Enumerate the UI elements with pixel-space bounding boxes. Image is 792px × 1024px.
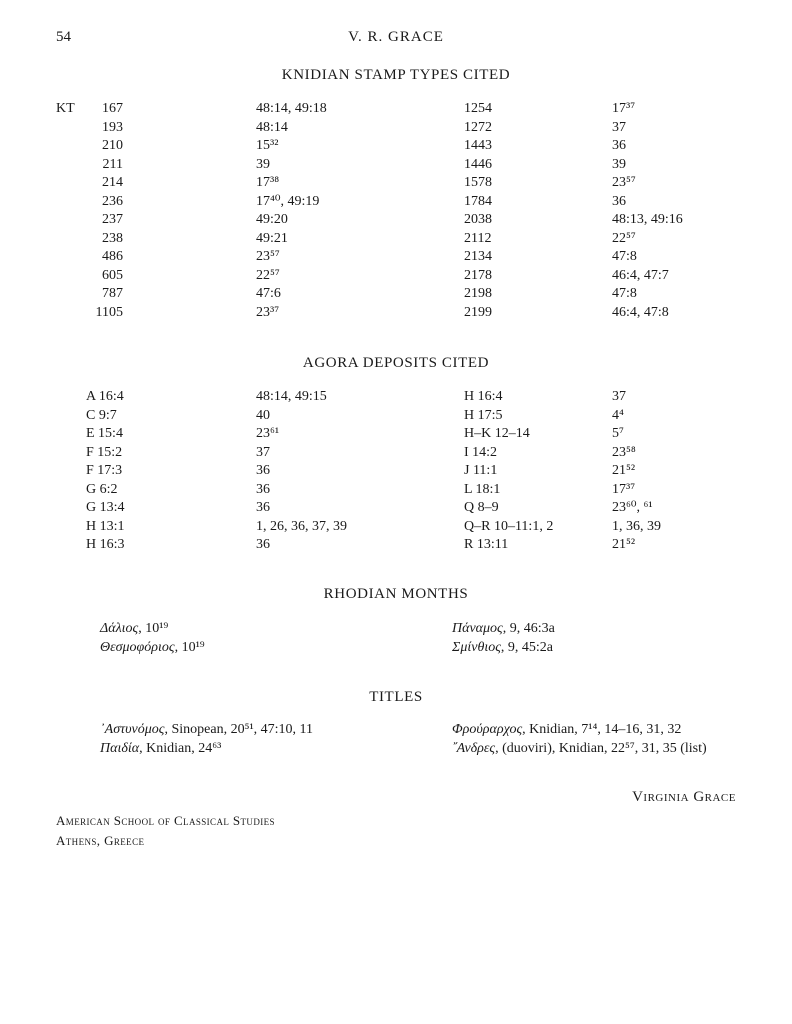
month-entry <box>100 622 168 636</box>
stamp-number: 1443 <box>464 138 492 153</box>
table-row <box>0 464 792 482</box>
entry-reference: Knidian, 7¹⁴, 14–16, 31, 32 <box>529 722 682 737</box>
stamp-reference: 36 <box>612 193 626 209</box>
stamp-number: 2198 <box>464 286 492 301</box>
entry-reference: 9, 45:2a <box>507 640 554 655</box>
entry-reference: 10¹⁹ <box>145 621 169 636</box>
deposit-id: H 17:5 <box>464 407 503 423</box>
month-entry <box>452 622 555 636</box>
deposit-id: H 13:1 <box>86 518 125 534</box>
stamp-number: 2199 <box>464 304 492 320</box>
separator: , <box>139 741 147 756</box>
stamp-reference: 47:6 <box>256 286 281 301</box>
deposit-id: A 16:4 <box>86 389 124 404</box>
table-row <box>0 409 792 427</box>
stamp-number: 238 <box>102 230 123 246</box>
stamp-number: 2112 <box>464 230 492 246</box>
stamp-number: 1272 <box>464 119 492 135</box>
greek-term: ᾿Αστυνόμος <box>100 722 165 737</box>
table-row <box>0 306 792 324</box>
separator: , <box>174 640 182 655</box>
knidian-section-title: KNIDIAN STAMP TYPES CITED <box>281 67 511 83</box>
deposit-id: L 18:1 <box>464 481 501 497</box>
stamp-number: 1578 <box>464 175 492 190</box>
deposit-reference: 1, 26, 36, 37, 39 <box>256 518 347 534</box>
deposit-id: F 15:2 <box>86 444 123 460</box>
stamp-reference: 39 <box>612 156 626 172</box>
stamp-reference: 23³⁷ <box>256 304 280 320</box>
deposit-id: H 16:4 <box>464 389 503 404</box>
table-row <box>0 102 792 120</box>
table-row <box>0 287 792 305</box>
table-row <box>0 427 792 445</box>
stamp-number: 2134 <box>464 249 492 264</box>
stamp-number: 210 <box>102 138 123 153</box>
separator: , <box>495 741 503 756</box>
deposit-id: Q 8–9 <box>464 500 499 515</box>
table-row <box>0 139 792 157</box>
stamp-number: 214 <box>102 175 123 190</box>
list-item <box>0 723 792 741</box>
stamp-reference: 49:21 <box>256 230 288 246</box>
deposit-id: H–K 12–14 <box>464 426 530 441</box>
list-item <box>0 622 792 640</box>
deposit-reference: 23⁵⁸ <box>612 444 636 460</box>
title-entry <box>100 723 313 737</box>
table-row <box>0 121 792 139</box>
table-row <box>0 501 792 519</box>
stamp-reference: 36 <box>612 138 626 153</box>
titles-section-title: TITLES <box>369 689 423 705</box>
deposit-id: Q–R 10–11:1, 2 <box>464 518 554 534</box>
title-entry <box>100 742 221 756</box>
month-entry <box>452 641 553 655</box>
separator: , <box>502 621 510 636</box>
stamp-reference: 22⁵⁷ <box>612 230 636 246</box>
stamp-number: 211 <box>102 156 123 172</box>
list-item <box>0 641 792 659</box>
rhodian-section-title: RHODIAN MONTHS <box>323 586 469 602</box>
table-row <box>0 538 792 556</box>
entry-reference: 10¹⁹ <box>181 640 205 655</box>
deposit-reference: 37 <box>256 444 270 460</box>
stamp-reference: 17³⁸ <box>256 175 280 190</box>
separator: , <box>500 640 508 655</box>
entry-reference: 9, 46:3a <box>509 621 555 636</box>
author-signature: Virginia Grace <box>632 789 736 805</box>
greek-term: Θεσμοφόριος <box>100 640 175 655</box>
deposit-reference: 5⁷ <box>612 426 624 441</box>
stamp-reference: 46:4, 47:7 <box>612 267 669 283</box>
title-entry <box>452 742 707 756</box>
table-row <box>0 213 792 231</box>
stamp-reference: 48:13, 49:16 <box>612 212 683 227</box>
stamp-number: 1446 <box>464 156 492 172</box>
deposit-id: G 13:4 <box>86 500 125 515</box>
deposit-reference: 48:14, 49:15 <box>256 389 327 404</box>
entry-reference: (duoviri), Knidian, 22⁵⁷, 31, 35 (list) <box>502 741 707 756</box>
deposit-reference: 36 <box>256 463 270 478</box>
stamp-reference: 48:14 <box>256 119 288 135</box>
table-row <box>0 250 792 268</box>
stamp-number: 787 <box>102 286 123 301</box>
greek-term: ῎Ανδρες <box>452 741 496 756</box>
table-row <box>0 269 792 287</box>
stamp-reference: 47:8 <box>612 249 637 264</box>
deposit-id: I 14:2 <box>464 444 498 460</box>
separator: , <box>522 722 530 737</box>
table-row <box>0 176 792 194</box>
deposit-reference: 40 <box>256 407 270 423</box>
table-row <box>0 390 792 408</box>
month-entry <box>100 641 205 655</box>
stamp-number: 167 <box>102 101 123 116</box>
table-row <box>0 195 792 213</box>
stamp-reference: 46:4, 47:8 <box>612 304 669 320</box>
deposit-reference: 23⁶¹ <box>256 426 280 441</box>
deposit-reference: 36 <box>256 500 270 515</box>
stamp-reference: 17³⁷ <box>612 101 636 116</box>
deposit-reference: 21⁵² <box>612 537 636 552</box>
stamp-reference: 47:8 <box>612 286 637 301</box>
deposit-id: F 17:3 <box>86 463 123 478</box>
deposit-reference: 4⁴ <box>612 407 624 423</box>
table-row <box>0 483 792 501</box>
stamp-number: 237 <box>102 212 123 227</box>
deposit-id: H 16:3 <box>86 537 125 552</box>
deposit-id: R 13:11 <box>464 537 509 552</box>
stamp-number: 605 <box>102 267 123 283</box>
table-row <box>0 232 792 250</box>
deposit-reference: 21⁵² <box>612 463 636 478</box>
stamp-number: 2038 <box>464 212 492 227</box>
stamp-reference: 39 <box>256 156 270 172</box>
deposit-reference: 1, 36, 39 <box>612 518 661 534</box>
stamp-reference: 22⁵⁷ <box>256 267 280 283</box>
agora-section-title: AGORA DEPOSITS CITED <box>302 355 490 371</box>
page-number: 54 <box>56 29 71 45</box>
list-item <box>0 742 792 760</box>
table-row <box>0 158 792 176</box>
stamp-number: 1784 <box>464 193 492 209</box>
stamp-number: 486 <box>102 249 123 264</box>
institution-location: Athens, Greece <box>56 833 145 848</box>
deposit-reference: 17³⁷ <box>612 481 636 497</box>
stamp-number: 193 <box>102 119 123 135</box>
greek-term: Πάναμος <box>452 621 503 636</box>
deposit-reference: 37 <box>612 389 626 404</box>
deposit-reference: 23⁶⁰, ⁶¹ <box>612 500 653 515</box>
greek-term: Φρούραρχος <box>452 722 523 737</box>
running-head: V. R. GRACE <box>348 29 444 45</box>
greek-term: Δάλιος <box>100 621 139 636</box>
title-entry <box>452 723 681 737</box>
institution-name: American School of Classical Studies <box>56 813 275 828</box>
separator: , <box>138 621 146 636</box>
stamp-number: 1105 <box>95 304 123 320</box>
stamp-number: 2178 <box>464 267 492 283</box>
entry-reference: Sinopean, 20⁵¹, 47:10, 11 <box>171 722 314 737</box>
greek-term: Παιδία <box>100 741 140 756</box>
stamp-reference: 17⁴⁰, 49:19 <box>256 193 320 209</box>
deposit-id: G 6:2 <box>86 481 118 497</box>
deposit-reference: 36 <box>256 481 270 497</box>
greek-term: Σμίνθιος <box>452 640 501 655</box>
stamp-reference: 37 <box>612 119 626 135</box>
stamp-reference: 23⁵⁷ <box>256 249 280 264</box>
kt-prefix: KT <box>56 101 75 116</box>
stamp-reference: 49:20 <box>256 212 288 227</box>
entry-reference: Knidian, 24⁶³ <box>146 741 222 756</box>
stamp-number: 1254 <box>464 101 492 116</box>
deposit-id: C 9:7 <box>86 407 117 423</box>
deposit-reference: 36 <box>256 537 270 552</box>
stamp-reference: 23⁵⁷ <box>612 175 636 190</box>
stamp-number: 236 <box>102 193 123 209</box>
deposit-id: E 15:4 <box>86 426 123 441</box>
stamp-reference: 48:14, 49:18 <box>256 101 327 116</box>
deposit-id: J 11:1 <box>464 463 498 478</box>
table-row <box>0 446 792 464</box>
separator: , <box>164 722 172 737</box>
stamp-reference: 15³² <box>256 138 279 153</box>
table-row <box>0 520 792 538</box>
